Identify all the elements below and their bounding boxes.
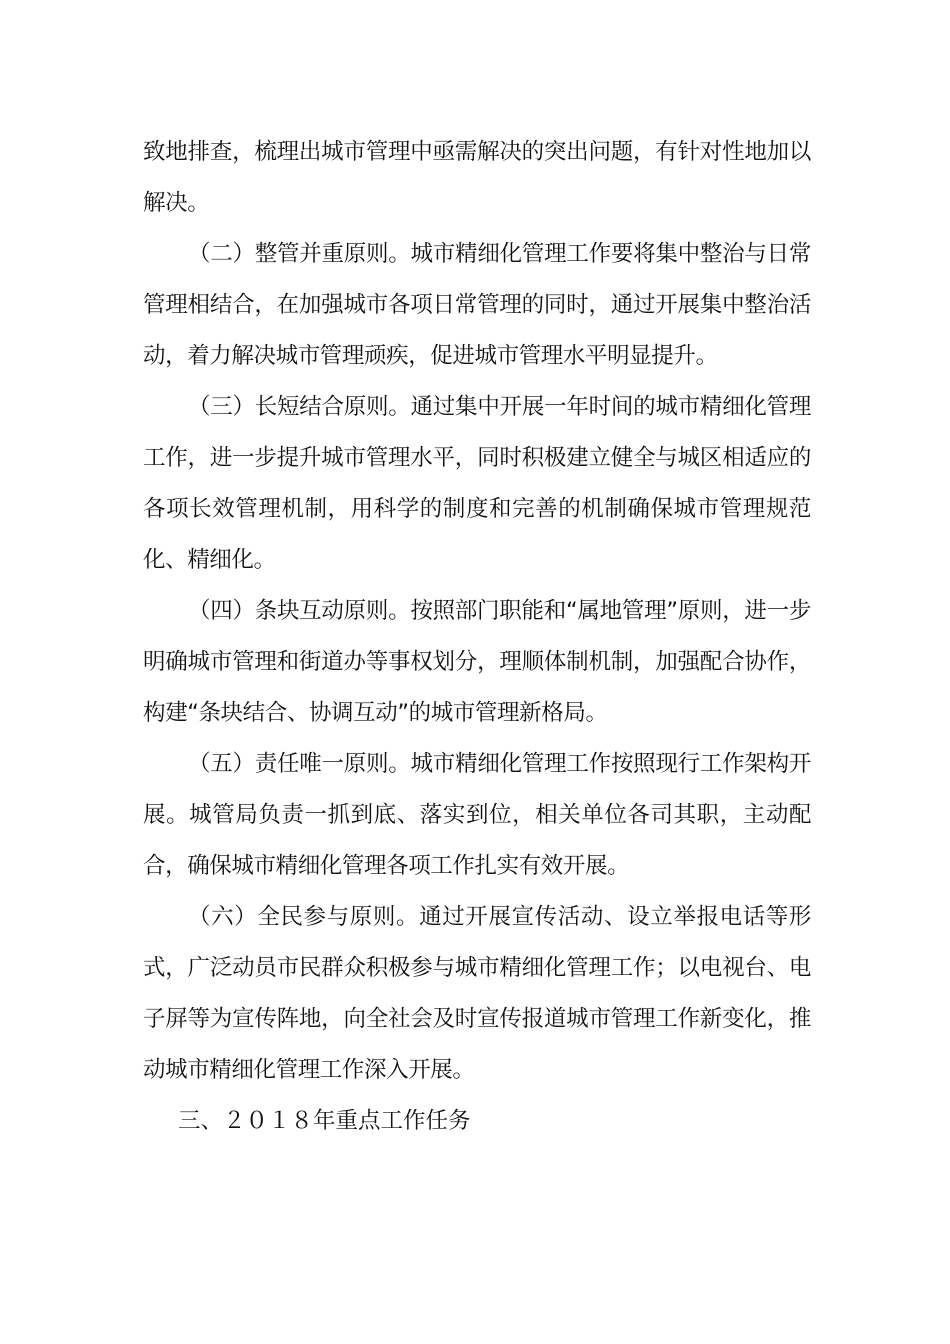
section-heading: 三、２０１８年重点工作任务 [178,1108,471,1134]
paragraph-principle-5: （五）责任唯一原则。城市精细化管理工作按照现行工作架构开展。城管局负责一抓到底、落实到位，相关单位各司其职，主动配合，确保城市精细化管理各项工作扎实有效开展。 [143,751,811,879]
paragraph-principle-6: （六）全民参与原则。通过开展宣传活动、设立举报电话等形式，广泛动员市民群众积极参与城市精细化管理工作；以电视台、电子屏等为宣传阵地，向全社会及时宣传报道城市管理工作新变化，推动城市精细化管理工作深入开展。 [143,904,811,1083]
paragraph-principle-4: （四）条块互动原则。按照部门职能和“属地管理”原则，进一步明确城市管理和街道办等事权划分，理顺体制机制，加强配合协作，构建“条块结合、协调互动”的城市管理新格局。 [143,598,811,726]
paragraph-principle-2: （二）整管并重原则。城市精细化管理工作要将集中整治与日常管理相结合，在加强城市各项日常管理的同时，通过开展集中整治活动，着力解决城市管理顽疾，促进城市管理水平明显提升。 [143,241,811,369]
paragraph-principle-3: （三）长短结合原则。通过集中开展一年时间的城市精细化管理工作，进一步提升城市管理水平，同时积极建立健全与城区相适应的各项长效管理机制，用科学的制度和完善的机制确保城市管理规范化、精细化。 [143,394,811,573]
paragraph-continuation: 致地排查，梳理出城市管理中亟需解决的突出问题，有针对性地加以解决。 [143,139,811,216]
document-body [143,127,811,1147]
